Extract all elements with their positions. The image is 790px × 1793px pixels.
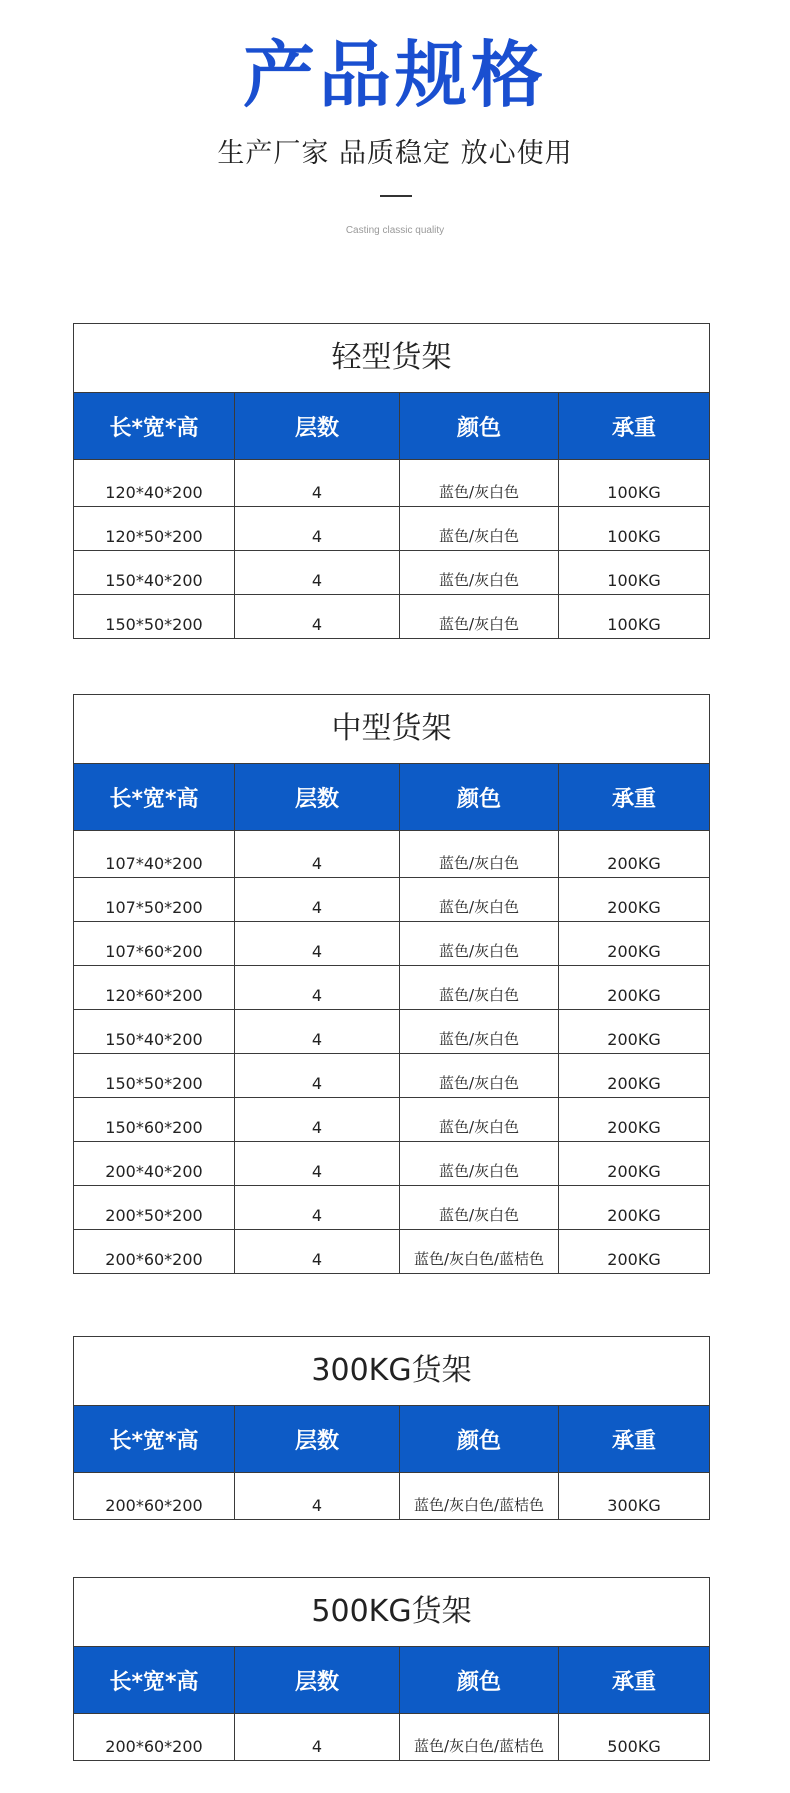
cell-load: 200KG [559, 922, 710, 966]
spec-table-medium [73, 694, 710, 1274]
table-row [74, 1054, 710, 1098]
cell-color: 蓝色/灰白色/蓝桔色 [400, 1714, 559, 1761]
column-header-dimensions: 长*宽*高 [74, 1406, 235, 1473]
cell-load: 100KG [559, 507, 710, 551]
cell-load: 100KG [559, 595, 710, 639]
cell-color: 蓝色/灰白色 [400, 831, 559, 878]
cell-dimensions: 200*60*200 [74, 1473, 235, 1520]
cell-layers: 4 [235, 460, 400, 507]
cell-dimensions: 120*50*200 [74, 507, 235, 551]
cell-layers: 4 [235, 1054, 400, 1098]
cell-dimensions: 120*40*200 [74, 460, 235, 507]
cell-layers: 4 [235, 1142, 400, 1186]
cell-load: 100KG [559, 460, 710, 507]
page-subtitle: 生产厂家 品质稳定 放心使用 [217, 138, 573, 169]
table-row [74, 966, 710, 1010]
cell-color: 蓝色/灰白色 [400, 1098, 559, 1142]
table-row [74, 1186, 710, 1230]
cell-layers: 4 [235, 831, 400, 878]
cell-layers: 4 [235, 507, 400, 551]
table-header-row [74, 1406, 710, 1473]
cell-load: 200KG [559, 1054, 710, 1098]
cell-load: 100KG [559, 551, 710, 595]
cell-layers: 4 [235, 1473, 400, 1520]
cell-dimensions: 107*60*200 [74, 922, 235, 966]
table-header-row [74, 1647, 710, 1714]
spec-table-light [73, 323, 710, 639]
table-row [74, 1473, 710, 1520]
column-header-load: 承重 [559, 1647, 710, 1714]
column-header-layers: 层数 [235, 764, 400, 831]
cell-dimensions: 150*60*200 [74, 1098, 235, 1142]
table-caption-row [74, 1578, 710, 1647]
cell-load: 200KG [559, 878, 710, 922]
cell-dimensions: 200*40*200 [74, 1142, 235, 1186]
cell-color: 蓝色/灰白色 [400, 460, 559, 507]
cell-layers: 4 [235, 1098, 400, 1142]
cell-dimensions: 200*50*200 [74, 1186, 235, 1230]
table-row [74, 831, 710, 878]
column-header-load: 承重 [559, 393, 710, 460]
table-body [74, 460, 710, 639]
cell-load: 200KG [559, 966, 710, 1010]
column-header-load: 承重 [559, 764, 710, 831]
cell-load: 200KG [559, 1098, 710, 1142]
column-header-layers: 层数 [235, 1647, 400, 1714]
spec-table-500kg [73, 1577, 710, 1761]
cell-load: 200KG [559, 831, 710, 878]
cell-dimensions: 120*60*200 [74, 966, 235, 1010]
table-caption: 轻型货架 [74, 324, 710, 393]
cell-load: 200KG [559, 1230, 710, 1274]
table-row [74, 595, 710, 639]
cell-layers: 4 [235, 1186, 400, 1230]
cell-dimensions: 150*40*200 [74, 551, 235, 595]
cell-color: 蓝色/灰白色 [400, 922, 559, 966]
cell-layers: 4 [235, 1714, 400, 1761]
column-header-layers: 层数 [235, 393, 400, 460]
table-body [74, 1714, 710, 1761]
header-divider [380, 195, 412, 197]
cell-color: 蓝色/灰白色 [400, 878, 559, 922]
cell-load: 200KG [559, 1186, 710, 1230]
column-header-dimensions: 长*宽*高 [74, 1647, 235, 1714]
cell-dimensions: 107*40*200 [74, 831, 235, 878]
page-title: 产品规格 [242, 33, 547, 117]
table-body [74, 831, 710, 1274]
table-caption-row [74, 324, 710, 393]
cell-color: 蓝色/灰白色/蓝桔色 [400, 1230, 559, 1274]
column-header-color: 颜色 [400, 393, 559, 460]
cell-layers: 4 [235, 1010, 400, 1054]
cell-color: 蓝色/灰白色 [400, 551, 559, 595]
cell-dimensions: 200*60*200 [74, 1230, 235, 1274]
table-row [74, 551, 710, 595]
table-row [74, 878, 710, 922]
cell-layers: 4 [235, 1230, 400, 1274]
table-row [74, 1142, 710, 1186]
cell-dimensions: 200*60*200 [74, 1714, 235, 1761]
table-row [74, 1714, 710, 1761]
table-row [74, 922, 710, 966]
table-caption-row [74, 695, 710, 764]
column-header-dimensions: 长*宽*高 [74, 393, 235, 460]
table-row [74, 507, 710, 551]
table-caption-row [74, 1337, 710, 1406]
cell-color: 蓝色/灰白色 [400, 507, 559, 551]
cell-color: 蓝色/灰白色 [400, 1186, 559, 1230]
spec-table-300kg [73, 1336, 710, 1520]
table-caption: 中型货架 [74, 695, 710, 764]
cell-layers: 4 [235, 595, 400, 639]
cell-color: 蓝色/灰白色/蓝桔色 [400, 1473, 559, 1520]
table-row [74, 1098, 710, 1142]
table-caption: 300KG货架 [74, 1337, 710, 1406]
cell-layers: 4 [235, 551, 400, 595]
cell-load: 500KG [559, 1714, 710, 1761]
cell-dimensions: 150*40*200 [74, 1010, 235, 1054]
cell-layers: 4 [235, 878, 400, 922]
column-header-load: 承重 [559, 1406, 710, 1473]
column-header-layers: 层数 [235, 1406, 400, 1473]
cell-dimensions: 150*50*200 [74, 1054, 235, 1098]
table-header-row [74, 393, 710, 460]
cell-layers: 4 [235, 966, 400, 1010]
column-header-color: 颜色 [400, 1406, 559, 1473]
page-tagline: Casting classic quality [345, 225, 445, 236]
table-row [74, 1230, 710, 1274]
cell-color: 蓝色/灰白色 [400, 595, 559, 639]
cell-load: 200KG [559, 1142, 710, 1186]
column-header-dimensions: 长*宽*高 [74, 764, 235, 831]
cell-color: 蓝色/灰白色 [400, 1142, 559, 1186]
cell-load: 200KG [559, 1010, 710, 1054]
table-body [74, 1473, 710, 1520]
column-header-color: 颜色 [400, 764, 559, 831]
cell-dimensions: 150*50*200 [74, 595, 235, 639]
cell-color: 蓝色/灰白色 [400, 1054, 559, 1098]
cell-dimensions: 107*50*200 [74, 878, 235, 922]
cell-color: 蓝色/灰白色 [400, 1010, 559, 1054]
table-header-row [74, 764, 710, 831]
cell-color: 蓝色/灰白色 [400, 966, 559, 1010]
table-caption: 500KG货架 [74, 1578, 710, 1647]
cell-load: 300KG [559, 1473, 710, 1520]
table-row [74, 1010, 710, 1054]
column-header-color: 颜色 [400, 1647, 559, 1714]
table-row [74, 460, 710, 507]
cell-layers: 4 [235, 922, 400, 966]
